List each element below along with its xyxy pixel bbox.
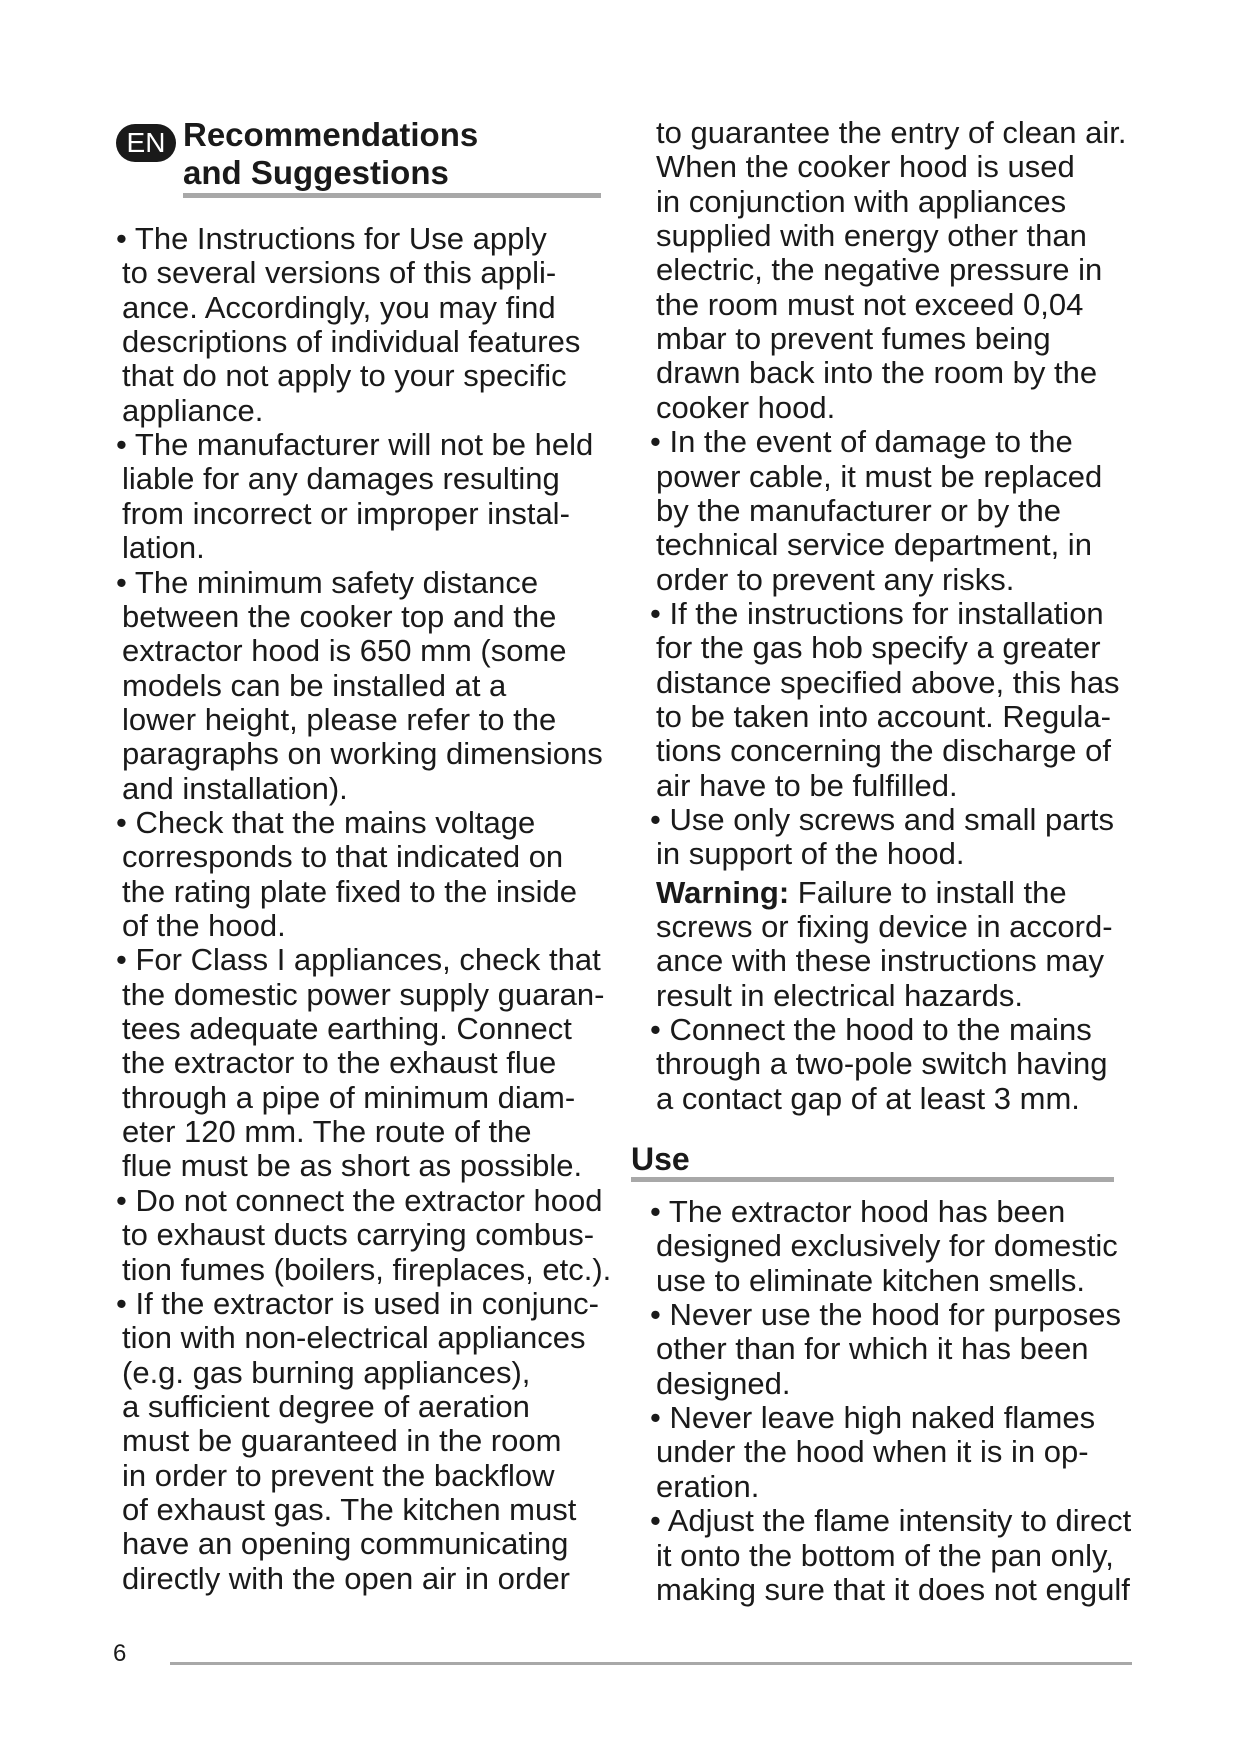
text-line: result in electrical hazards.	[656, 977, 1023, 1013]
text-line: have an opening communicating	[122, 1526, 569, 1562]
text-line: • Adjust the flame intensity to direct	[650, 1503, 1132, 1539]
warning-text: Failure to install the	[789, 875, 1067, 910]
text-line: to several versions of this appli-	[122, 255, 557, 291]
text-line: • Use only screws and small parts	[650, 802, 1114, 837]
text-line: liable for any damages resulting	[122, 461, 560, 497]
page-number: 6	[113, 1640, 127, 1667]
text-line: ance. Accordingly, you may find	[122, 289, 556, 325]
text-line: between the cooker top and the	[122, 598, 557, 634]
use-heading-underline	[631, 1177, 1114, 1182]
text-line: distance specified above, this has	[656, 664, 1120, 700]
text-line: corresponds to that indicated on	[122, 839, 564, 875]
text-line: of exhaust gas. The kitchen must	[122, 1491, 577, 1527]
text-line: that do not apply to your specific	[122, 358, 567, 394]
text-line: must be guaranteed in the room	[122, 1423, 562, 1459]
text-line: technical service department, in	[656, 527, 1092, 563]
text-line: • The Instructions for Use apply	[116, 221, 547, 256]
text-line: (e.g. gas burning appliances),	[122, 1354, 531, 1390]
text-line: flue must be as short as possible.	[122, 1148, 583, 1184]
text-line: to guarantee the entry of clean air.	[656, 115, 1127, 150]
text-line: making sure that it does not engulf	[656, 1571, 1130, 1607]
section-heading-line: Recommendations	[183, 116, 479, 153]
text-line: • Never use the hood for purposes	[650, 1297, 1121, 1333]
text-line: through a two-pole switch having	[656, 1046, 1108, 1082]
text-line: When the cooker hood is used	[656, 149, 1075, 185]
text-line: to be taken into account. Regula-	[656, 698, 1111, 734]
text-line: lation.	[122, 530, 205, 566]
section-heading-line: and Suggestions	[183, 154, 449, 191]
text-line: • The minimum safety distance	[116, 564, 539, 600]
text-line: drawn back into the room by the	[656, 355, 1098, 391]
text-line: by the manufacturer or by the	[656, 492, 1061, 528]
text-line: extractor hood is 650 mm (some	[122, 633, 567, 669]
text-line: cooker hood.	[656, 389, 836, 425]
text-line: order to prevent any risks.	[656, 561, 1015, 597]
text-line: to exhaust ducts carrying combus-	[122, 1217, 595, 1253]
language-badge: EN	[116, 124, 176, 162]
text-line: eter 120 mm. The route of the	[122, 1114, 532, 1150]
text-line: designed.	[656, 1365, 791, 1401]
text-line: electric, the negative pressure in	[656, 252, 1103, 288]
text-line: eration.	[656, 1468, 760, 1504]
text-line: tees adequate earthing. Connect	[122, 1011, 572, 1047]
text-line: air have to be fulfilled.	[656, 767, 958, 803]
text-line: descriptions of individual features	[122, 324, 581, 360]
text-line: a sufficient degree of aeration	[122, 1388, 530, 1424]
text-line: tions concerning the discharge of	[656, 733, 1111, 769]
warning-label: Warning:	[656, 875, 790, 910]
text-line: ance with these instructions may	[656, 943, 1104, 979]
text-line: and installation).	[122, 770, 348, 806]
heading-underline	[183, 193, 601, 198]
text-line: power cable, it must be replaced	[656, 458, 1103, 494]
text-line: screws or fixing device in accord-	[656, 909, 1113, 944]
text-line: from incorrect or improper instal-	[122, 495, 570, 531]
text-line: a contact gap of at least 3 mm.	[656, 1080, 1080, 1116]
text-line: of the hood.	[122, 908, 286, 943]
text-line: for the gas hob specify a greater	[656, 630, 1101, 666]
text-line: the room must not exceed 0,04	[656, 286, 1084, 322]
text-line: in support of the hood.	[656, 836, 965, 872]
text-line: lower height, please refer to the	[122, 701, 557, 737]
text-line: • Do not connect the extractor hood	[116, 1182, 603, 1218]
text-line: designed exclusively for domestic	[656, 1228, 1118, 1264]
text-line: tion fumes (boilers, fireplaces, etc.).	[122, 1251, 612, 1287]
text-line: through a pipe of minimum diam-	[122, 1079, 576, 1115]
text-line: • The manufacturer will not be held	[116, 427, 594, 463]
text-line: in conjunction with appliances	[656, 183, 1067, 219]
text-line: use to eliminate kitchen smells.	[656, 1262, 1086, 1298]
text-line: in order to prevent the backflow	[122, 1457, 555, 1493]
footer-rule	[170, 1662, 1132, 1665]
text-line: other than for which it has been	[656, 1331, 1089, 1367]
text-line: • If the extractor is used in conjunc-	[116, 1285, 599, 1321]
text-line: appliance.	[122, 392, 264, 428]
text-line: • In the event of damage to the	[650, 424, 1073, 460]
text-line: the domestic power supply guaran-	[122, 976, 605, 1012]
text-line: mbar to prevent fumes being	[656, 321, 1051, 357]
text-line: the rating plate fixed to the inside	[122, 873, 577, 909]
text-line: paragraphs on working dimensions	[122, 736, 603, 772]
text-line: the extractor to the exhaust flue	[122, 1045, 557, 1081]
text-line: • For Class I appliances, check that	[116, 942, 601, 978]
text-line: it onto the bottom of the pan only,	[656, 1537, 1114, 1573]
text-line: directly with the open air in order	[122, 1560, 571, 1596]
warning-paragraph	[656, 876, 1067, 910]
text-line: • The extractor hood has been	[650, 1194, 1066, 1229]
text-line: models can be installed at a	[122, 667, 507, 703]
use-heading: Use	[631, 1141, 690, 1177]
text-line: supplied with energy other than	[656, 218, 1087, 254]
text-line: • Check that the mains voltage	[116, 804, 536, 840]
text-line: • Connect the hood to the mains	[650, 1012, 1092, 1048]
text-line: under the hood when it is in op-	[656, 1434, 1089, 1470]
text-line: • Never leave high naked flames	[650, 1400, 1096, 1436]
text-line: tion with non-electrical appliances	[122, 1320, 586, 1356]
text-line: • If the instructions for installation	[650, 595, 1104, 631]
